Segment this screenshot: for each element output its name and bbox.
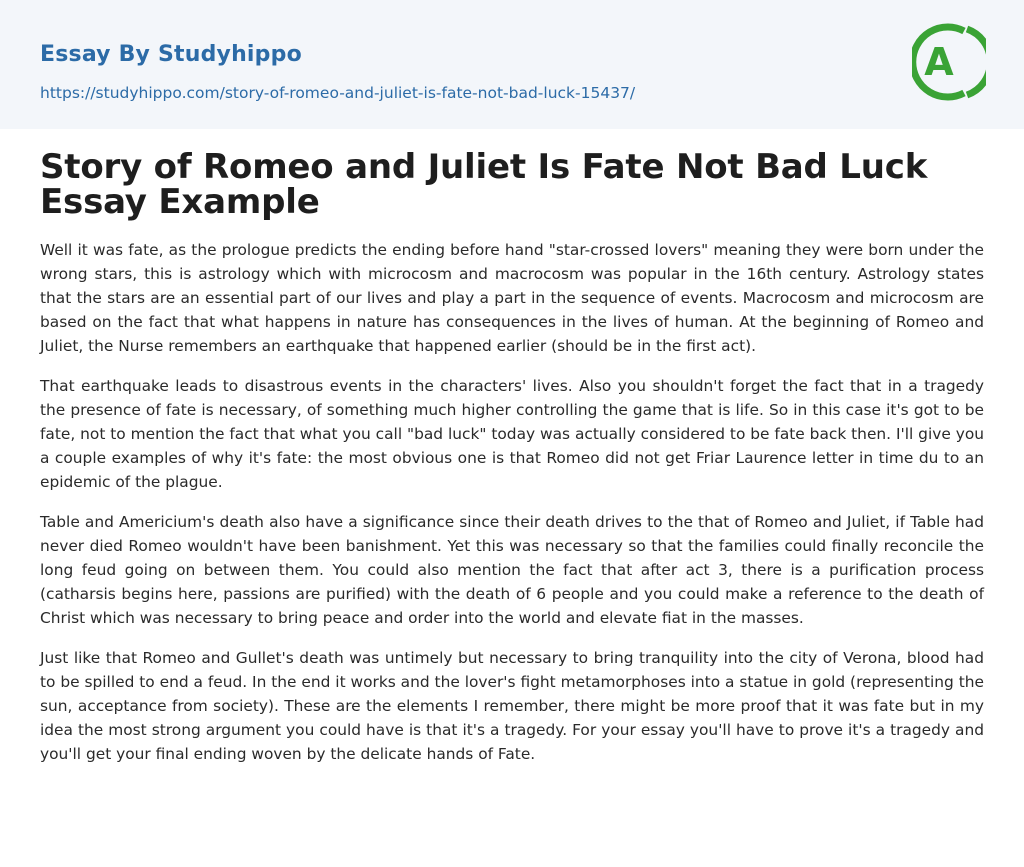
essay-paragraph: Just like that Romeo and Gullet's death was untimely but necessary to bring tranquility into the city of Verona, blood had to be spilled to end a feud. In the end it works and the lover's fight metamorphoses into a statue in gold (representing the sun, acceptance from society). These are the elements I remember, there might be more proof that it was fate but in my idea the most strong argument you could have is that it's a tragedy. For your essay you'll have to prove it's a tragedy and you'll get your final ending woven by the delicate hands of Fate. bbox=[40, 649, 984, 763]
brand-title[interactable]: Essay By Studyhippo bbox=[40, 42, 302, 67]
essay-paragraph: That earthquake leads to disastrous events in the characters' lives. Also you shouldn't forget the fact that in a tragedy the presence of fate is necessary, of something much higher controlling the game that is life. So in this case it's got to be fate, not to mention the fact that what you call "bad luck" today was actually considered to be fate back then. I'll give you a couple examples of why it's fate: the most obvious one is that Romeo did not get Friar Laurence letter in time du to an epidemic of the plague. bbox=[40, 377, 984, 491]
essay-paragraph: Well it was fate, as the prologue predicts the ending before hand "star-crossed lovers" meaning they were born under the wrong stars, this is astrology which with microcosm and macrocosm was popular in the 16th century. Astrology states that the stars are an essential part of our lives and play a part in the sequence of events. Macrocosm and microcosm are based on the fact that what happens in nature has consequences in the lives of human. At the beginning of Romeo and Juliet, the Nurse remembers an earthquake that happened earlier (should be in the first act). bbox=[40, 241, 984, 355]
essay-title: Story of Romeo and Juliet Is Fate Not Bad Luck Essay Example bbox=[40, 147, 928, 222]
logo-letter: A bbox=[924, 40, 954, 84]
essay-content bbox=[40, 147, 984, 782]
source-url-link[interactable]: https://studyhippo.com/story-of-romeo-and-juliet-is-fate-not-bad-luck-15437/ bbox=[40, 84, 636, 102]
site-header bbox=[0, 0, 1024, 129]
essay-paragraph: Table and Americium's death also have a significance since their death drives to the that of Romeo and Juliet, if Table had never died Romeo wouldn't have been banishment. Yet this was necessary so that the families could finally reconcile the long feud going on between them. You could also mention the fact that after act 3, there is a purification process (catharsis begins here, passions are purified) with the death of 6 people and you could make a reference to the death of Christ which was necessary to bring peace and order into the world and elevate fiat in the masses. bbox=[40, 513, 984, 627]
studyhippo-logo-icon[interactable] bbox=[912, 19, 986, 105]
